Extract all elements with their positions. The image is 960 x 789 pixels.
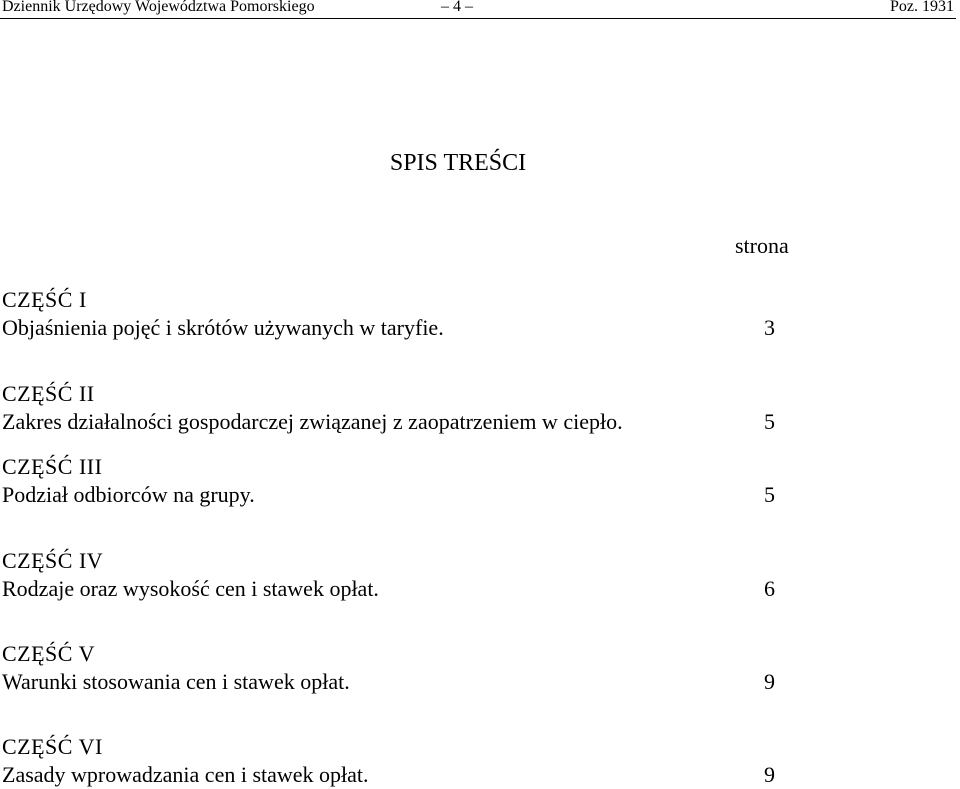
part-heading: CZĘŚĆ IV — [2, 548, 104, 573]
page-column-label: strona — [735, 233, 789, 258]
part-page-number: 9 — [764, 669, 775, 694]
part-description: Zasady wprowadzania cen i stawek opłat. — [2, 762, 369, 787]
part-heading: CZĘŚĆ I — [2, 287, 87, 312]
position-number: Poz. 1931 — [890, 0, 954, 15]
part-page-number: 5 — [764, 482, 775, 507]
part-page-number: 3 — [764, 315, 775, 340]
part-description: Podział odbiorców na grupy. — [2, 482, 255, 507]
part-description: Rodzaje oraz wysokość cen i stawek opłat. — [2, 576, 379, 601]
page-number: – 4 – — [441, 0, 473, 15]
toc-title: SPIS TREŚCI — [389, 150, 527, 176]
part-page-number: 6 — [764, 576, 775, 601]
part-page-number: 5 — [764, 409, 775, 434]
part-page-number: 9 — [764, 762, 775, 787]
part-heading: CZĘŚĆ VI — [2, 734, 103, 759]
part-description: Warunki stosowania cen i stawek opłat. — [2, 669, 350, 694]
page-header — [0, 0, 956, 19]
part-heading: CZĘŚĆ II — [2, 381, 95, 406]
part-heading: CZĘŚĆ III — [2, 454, 103, 479]
part-heading: CZĘŚĆ V — [2, 641, 95, 666]
part-description: Objaśnienia pojęć i skrótów używanych w taryfie. — [2, 315, 444, 340]
journal-title: Dziennik Urzędowy Województwa Pomorskiego — [2, 0, 315, 15]
part-description: Zakres działalności gospodarczej związanej z zaopatrzeniem w ciepło. — [2, 409, 623, 434]
